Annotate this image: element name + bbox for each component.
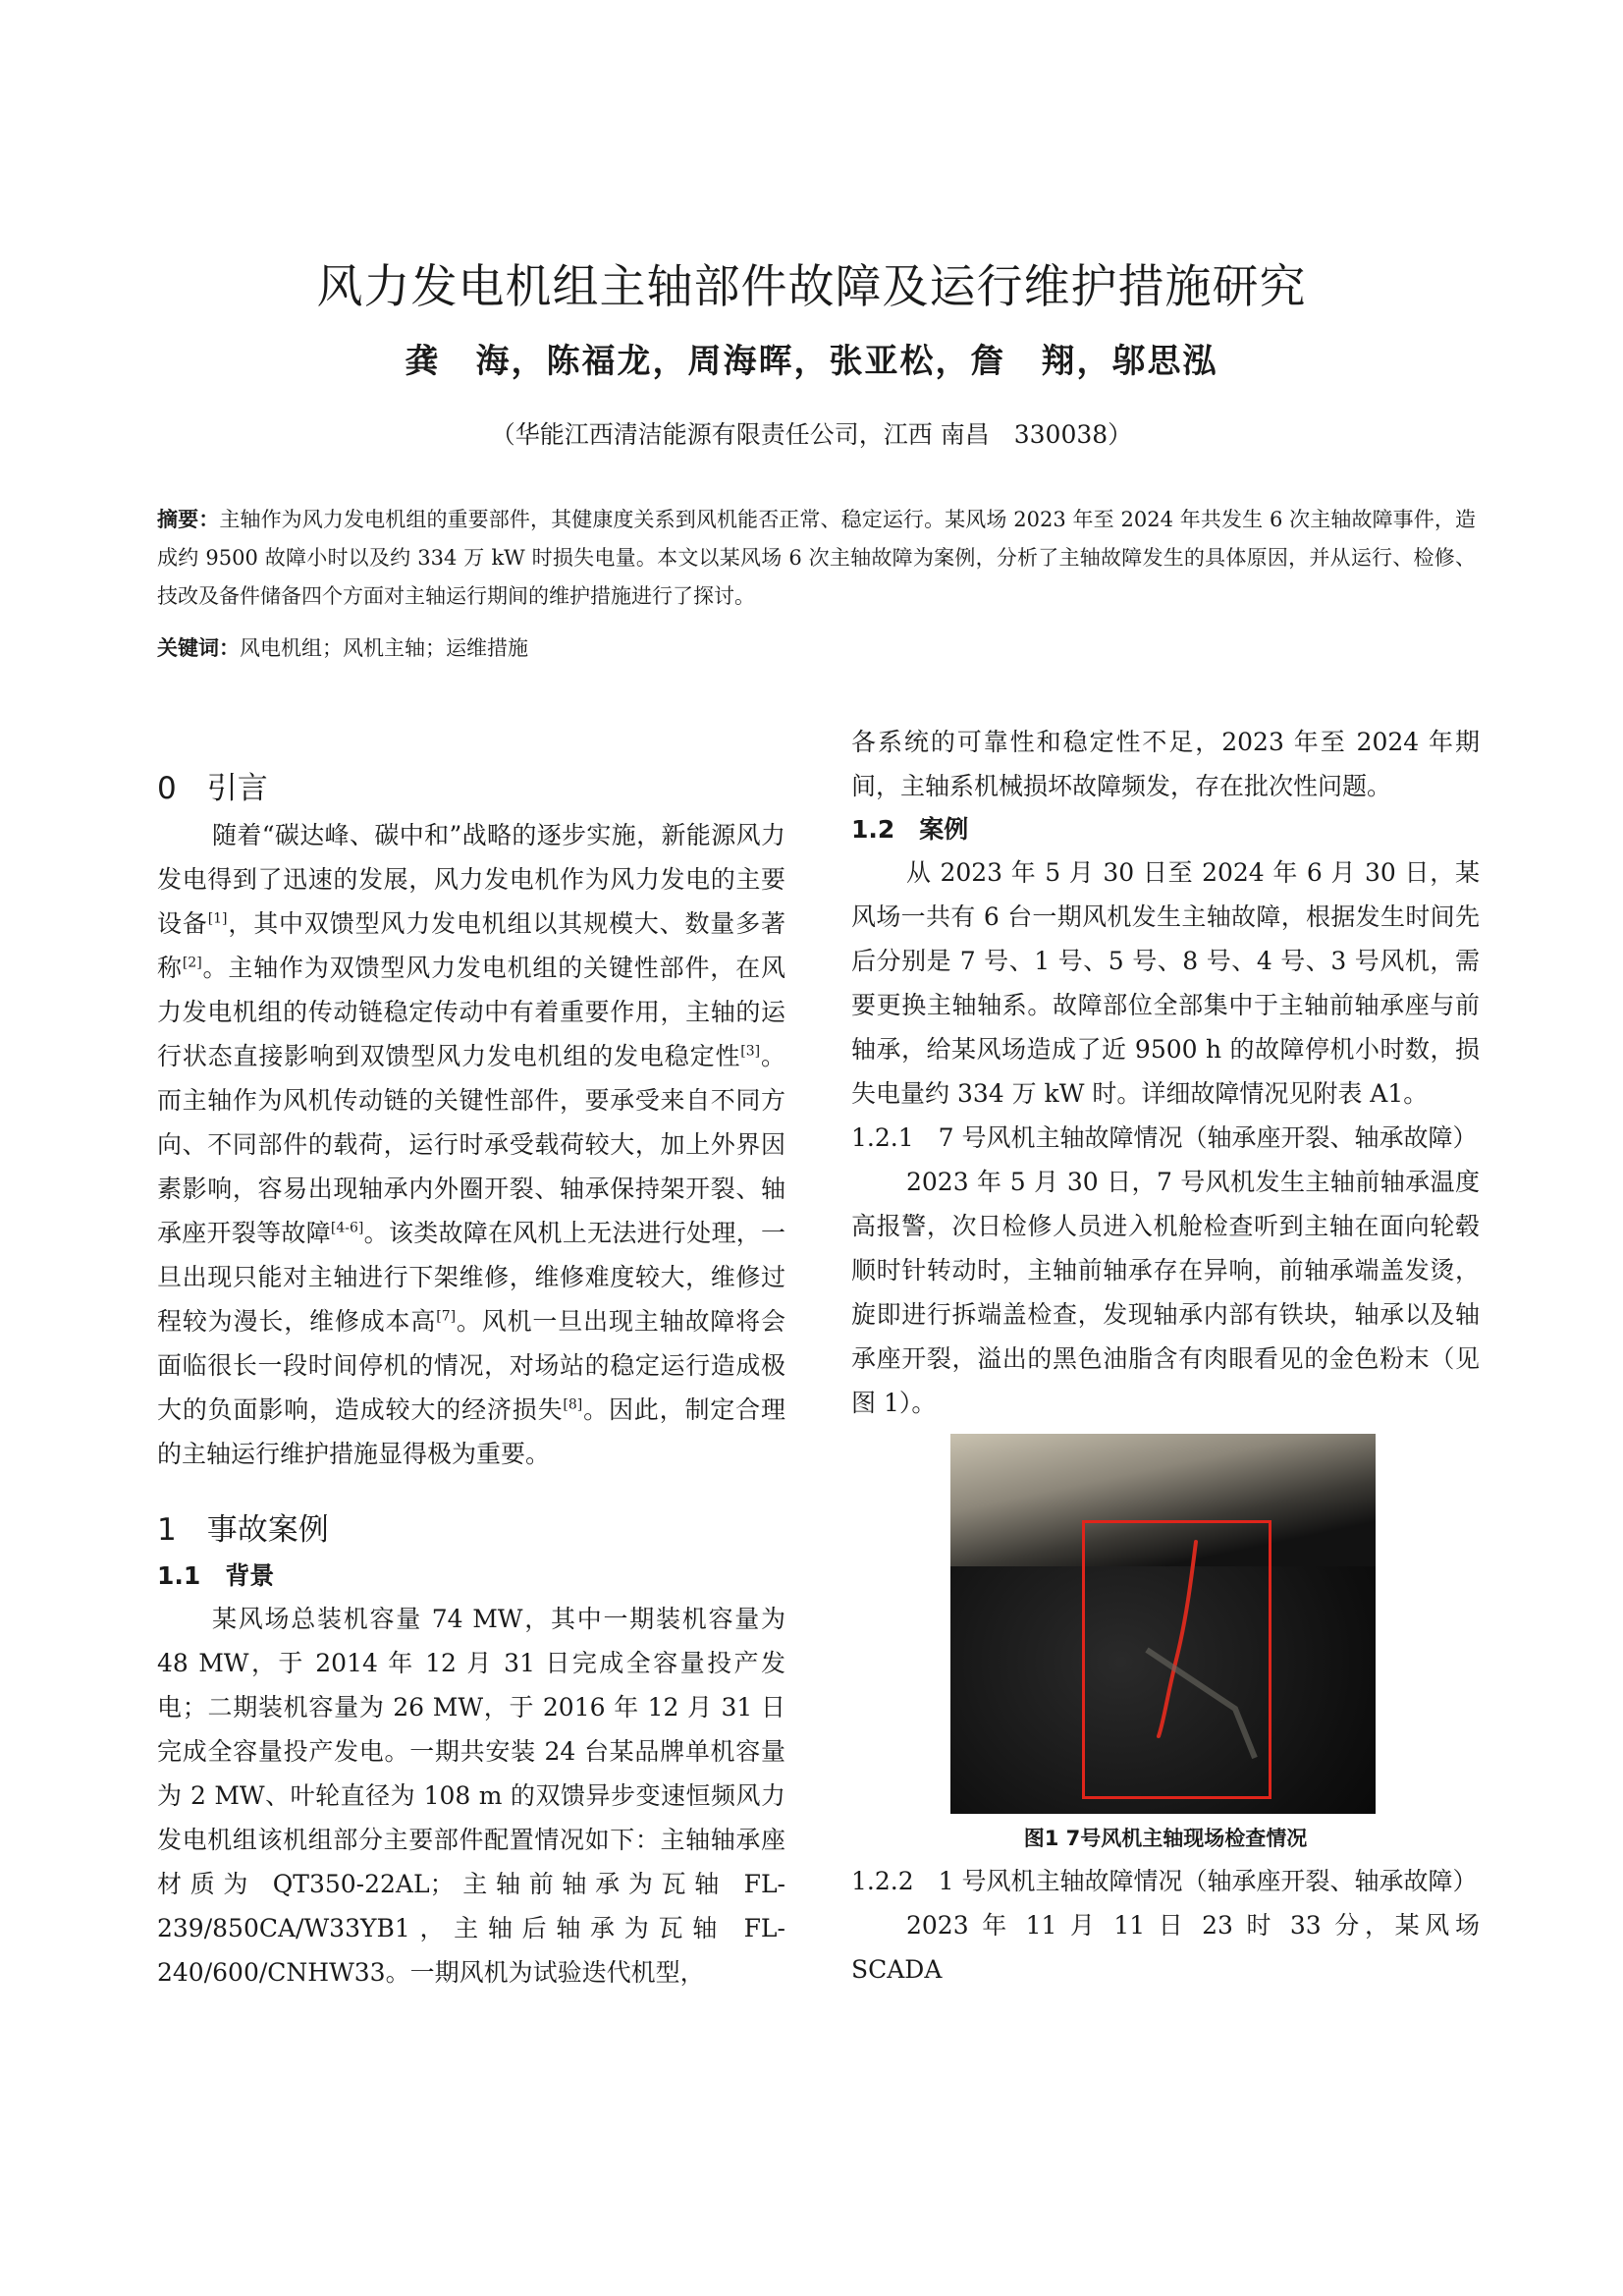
citation-ref: [4-6]: [330, 1220, 364, 1236]
paper-title: 风力发电机组主轴部件故障及运行维护措施研究: [316, 260, 1307, 314]
figure-1-caption: 图1 7号风机主轴现场检查情况: [1023, 1827, 1308, 1850]
section-heading-intro: 0 引言: [157, 771, 268, 806]
cases-paragraph: 从 2023 年 5 月 30 日至 2024 年 6 月 30 日，某风场一共有 6 台一期风机发生主轴故障，根据发生时间先后分别是 7 号、1 号、5 号、8 号、4 号、3 号风机，需要更换主轴轴系。故障部位全部集中于主轴前轴承座与前轴承，给某风场造成了近 9500 h 的故障停机小时数，损失电量约 334 万 kW 时。详细故障情况见附表 A1。: [851, 858, 1480, 1108]
fan1-paragraph: 2023 年 11 月 11 日 23 时 33 分，某风场 SCADA: [851, 1911, 1480, 1984]
subsubsection-heading-fan1: 1.2.2 1 号风机主轴故障情况（轴承座开裂、轴承故障）: [851, 1867, 1478, 1895]
author-list: 龚 海，陈福龙，周海晖，张亚松，詹 翔，邬思泓: [405, 342, 1218, 381]
citation-ref: [1]: [207, 910, 228, 927]
crack-highlight-box: [1082, 1520, 1271, 1799]
abstract-text: 主轴作为风力发电机组的重要部件，其健康度关系到风机能否正常、稳定运行。某风场 2023 年至 2024 年共发生 6 次主轴故障事件，造成约 9500 故障小时以及约 334 万 kW 时损失电量。本文以某风场 6 次主轴故障为案例，分析了主轴故障发生的具体原因，并从运行、检修、技改及备件储备四个方面对主轴运行期间的维护措施进行了探讨。: [157, 508, 1477, 608]
keywords-label: 关键词：: [157, 636, 240, 660]
right-column: [851, 720, 1480, 1992]
citation-ref: [2]: [182, 955, 202, 971]
abstract: [157, 501, 1476, 616]
intro-paragraph: 随着“碳达峰、碳中和”战略的逐步实施，新能源风力发电得到了迅速的发展，风力发电机作为风力发电的主要设备[1]，其中双馈型风力发电机组以其规模大、数量多著称[2]。主轴作为双馈型风力发电机组的关键性部件，在风力发电机组的传动链稳定传动中有着重要作用，主轴的运行状态直接影响到双馈型风力发电机组的发电稳定性[3]。而主轴作为风机传动链的关键性部件，要承受来自不同方向、不同部件的载荷，运行时承受载荷较大，加上外界因素影响，容易出现轴承内外圈开裂、轴承保持架开裂、轴承座开裂等故障[4-6]。该类故障在风机上无法进行处理，一旦出现只能对主轴进行下架维修，维修难度较大，维修过程较为漫长，维修成本高[7]。风机一旦出现主轴故障将会面临很长一段时间停机的情况，对场站的稳定运行造成极大的负面影响，造成较大的经济损失[8]。因此，制定合理的主轴运行维护措施显得极为重要。: [157, 821, 785, 1468]
citation-ref: [7]: [436, 1308, 457, 1325]
affiliation: （华能江西清洁能源有限责任公司，江西 南昌 330038）: [490, 420, 1133, 449]
keywords-text: 风电机组；风机主轴；运维措施: [240, 636, 528, 660]
left-column: [157, 764, 785, 1995]
abstract-label: 摘要：: [157, 508, 220, 531]
citation-ref: [8]: [563, 1396, 583, 1413]
subsubsection-heading-fan7: 1.2.1 7 号风机主轴故障情况（轴承座开裂、轴承故障）: [851, 1123, 1478, 1152]
keywords: [157, 629, 1476, 668]
fan7-paragraph: 2023 年 5 月 30 日，7 号风机发生主轴前轴承温度高报警，次日检修人员进入机舱检查听到主轴在面向轮毂顺时针转动时，主轴前轴承存在异响，前轴承端盖发烫，旋即进行拆端盖检查，发现轴承内部有铁块，轴承以及轴承座开裂，溢出的黑色油脂含有肉眼看见的金色粉末（见图 1）。: [851, 1168, 1480, 1417]
subsection-heading-cases: 1.2 案例: [851, 815, 969, 844]
figure-1-photo: [950, 1434, 1376, 1814]
background-paragraph-continued: 各系统的可靠性和稳定性不足，2023 年至 2024 年期间，主轴系机械损坏故障频发，存在批次性问题。: [851, 728, 1480, 800]
section-heading-cases: 1 事故案例: [157, 1512, 329, 1548]
subsection-heading-background: 1.1 背景: [157, 1561, 275, 1590]
background-paragraph: 某风场总装机容量 74 MW，其中一期装机容量为 48 MW，于 2014 年 12 月 31 日完成全容量投产发电；二期装机容量为 26 MW，于 2016 年 12 月 31 日完成全容量投产发电。一期共安装 24 台某品牌单机容量为 2 MW、叶轮直径为 108 m 的双馈异步变速恒频风力发电机组该机组部分主要部件配置情况如下：主轴轴承座材质为 QT350-22AL；主轴前轴承为瓦轴 FL-239/850CA/W33YB1，主轴后轴承为瓦轴 FL-240/600/CNHW33。一期风机为试验迭代机型，: [157, 1605, 785, 1987]
citation-ref: [3]: [740, 1043, 761, 1060]
